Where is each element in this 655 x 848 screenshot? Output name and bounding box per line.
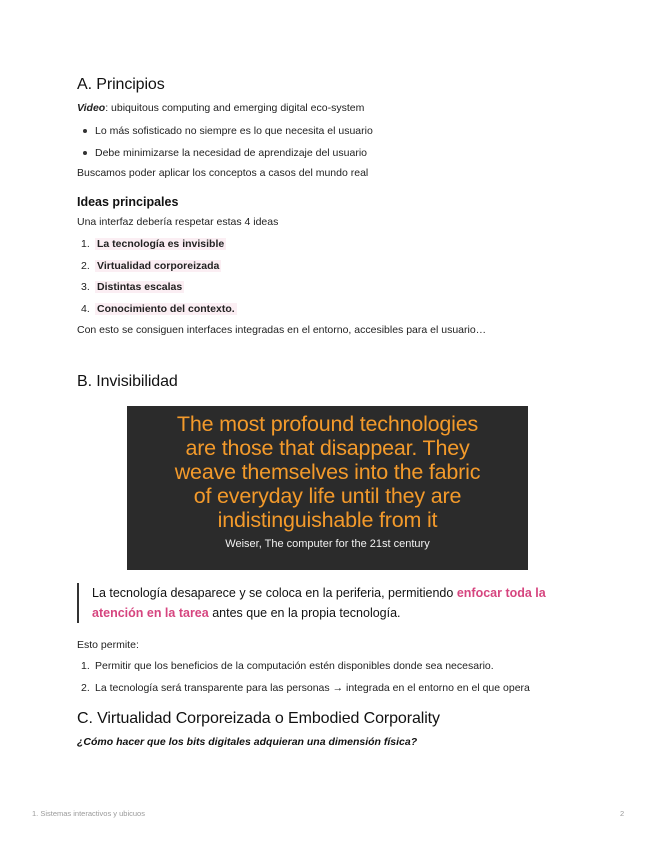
blockquote-text: La tecnología desaparece y se coloca en la periferia, permitiendo (92, 586, 457, 600)
list-number: 1. (81, 660, 90, 672)
conclusion-text: Con esto se consiguen interfaces integradas en el entorno, accesibles para el usuario… (77, 324, 487, 336)
section-c-title: C. Virtualidad Corporeizada o Embodied Corporality (77, 710, 440, 727)
list-number: 3. (81, 281, 90, 293)
quote-attribution: Weiser, The computer for the 21st century (225, 538, 430, 550)
list-item (77, 659, 530, 681)
blockquote-highlight: enfocar toda la atención en la tarea (92, 586, 546, 620)
section-b-title: B. Invisibilidad (77, 373, 178, 390)
section-c-question: ¿Cómo hacer que los bits digitales adquieran una dimensión física? (77, 736, 418, 748)
allows-list (77, 659, 530, 702)
video-line (77, 102, 364, 114)
idea-text: Virtualidad corporeizada (97, 259, 220, 272)
section-a-title: A. Principios (77, 76, 165, 93)
quote-line: are those that disappear. They (185, 436, 470, 460)
principles-bullet-list (77, 124, 373, 167)
list-item: Debe minimizarse la necesidad de aprendizaje del usuario (77, 146, 373, 168)
weiser-quote-image (127, 406, 528, 570)
ideas-title: Ideas principales (77, 195, 179, 209)
video-label: Video (77, 102, 106, 114)
idea-text: Distintas escalas (97, 281, 183, 293)
allow-text: Permitir que los beneficios de la computación estén disponibles donde sea necesario. (95, 660, 494, 672)
list-number: 4. (81, 302, 90, 315)
list-item (77, 302, 237, 324)
footer-chapter-title: 1. Sistemas interactivos y ubicuos (32, 809, 145, 818)
quote-line: The most profound technologies (176, 412, 479, 436)
summary-text: Buscamos poder aplicar los conceptos a casos del mundo real (77, 167, 369, 179)
video-text: : ubiquitous computing and emerging digital eco-system (105, 102, 365, 114)
invisibility-blockquote (77, 583, 592, 623)
quote-line: indistinguishable from it (217, 508, 438, 532)
list-item (77, 237, 237, 259)
list-number: 1. (81, 238, 90, 250)
ideas-intro: Una interfaz debería respetar estas 4 ideas (77, 216, 279, 228)
list-number: 2. (81, 681, 90, 694)
blockquote-text: antes que en la propia tecnología. (208, 606, 401, 620)
list-item (77, 681, 530, 703)
list-item (77, 280, 237, 302)
allows-label: Esto permite: (77, 639, 139, 651)
footer-page-number: 2 (620, 809, 625, 818)
list-item: Lo más sofisticado no siempre es lo que necesita el usuario (77, 124, 373, 146)
ideas-list (77, 237, 237, 323)
quote-line: of everyday life until they are (193, 484, 462, 508)
idea-text: La tecnología es invisible (97, 238, 225, 250)
list-item (77, 259, 237, 281)
list-number: 2. (81, 259, 90, 272)
quote-line: weave themselves into the fabric (174, 460, 481, 484)
idea-text: Conocimiento del contexto. (97, 302, 235, 315)
allow-text: La tecnología será transparente para las personas → integrada en el entorno en el que opera (95, 681, 530, 694)
